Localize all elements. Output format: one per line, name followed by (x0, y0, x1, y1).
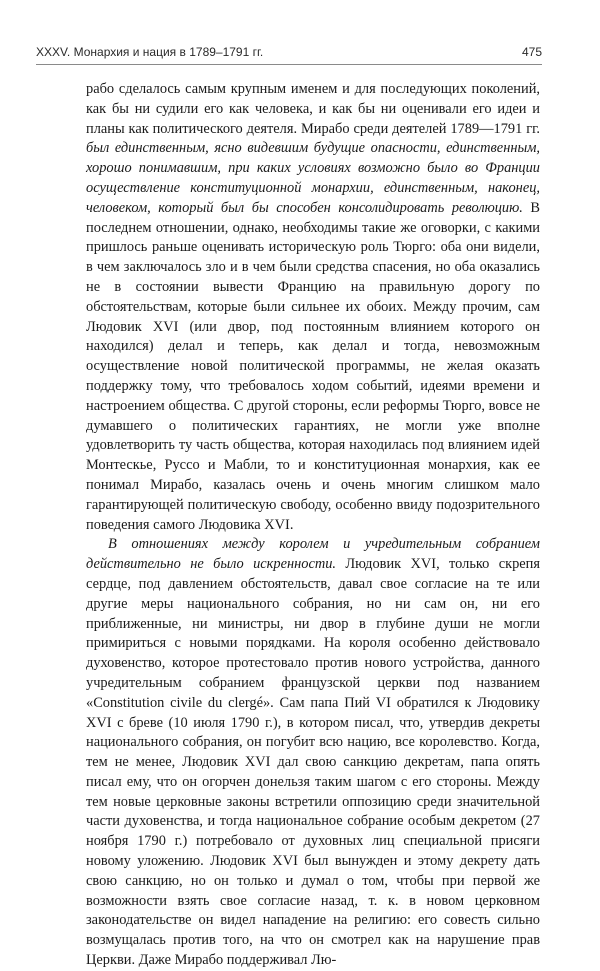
paragraph-text: В последнем отношении, однако, необходимы такие же оговорки, с какими пришлось раньше оценивать историческую роль Тюрго: оба они видели, в чем заключалось зло и в чем были средства спасения, но оба оказались не в состоянии вывести Францию на правильную дорогу по обстоятельствам, которые были сильнее их обоих. Между прочим, сам Людовик XVI (или двор, под постоянным влиянием которого он находился) делал и теперь, как делал и тогда, невозможным осуществление новой политической программы, не желая оказать поддержку тому, что требовалось ходом событий, идеями времени и настроением общества. С другой стороны, если реформы Тюрго, вовсе не думавшего о политических гарантиях, не могли уже вполне удовлетворить ту часть общества, которая находилась под влиянием идей Монтескье, Руссо и Мабли, то и конституционная монархия, как ее понимал Мирабо, казалась очень и очень многим слишком мало гарантирующей политическую свободу, особенно ввиду подозрительного поведения самого Людовика XVI. (86, 199, 540, 533)
running-header (36, 40, 542, 65)
running-title: XXXV. Монархия и нация в 1789–1791 гг. (36, 45, 264, 59)
paragraph-text: Людовик XVI, только скрепя сердце, под давлением обстоятельств, давал свое согласие на те или другие меры национального собрания, но ни сам он, ни его приближенные, ни министры, ни двор в глубине души не могли примириться с новыми порядками. На короля особенно действовало духовенство, которое протестовало против нового устройства, данного учредительным собранием французской церкви под названием «Constitution civile du clergé». Сам папа Пий VI обратился к Людовику XVI с бреве (10 июля 1790 г.), в котором писал, что, утвердив декреты национального собрания, он погубит всю нацию, все королевство. Когда, тем не менее, Людовик XVI дал свою санкцию декретам, папа опять писал ему, что он огорчен донельзя таким шагом с его стороны. Между тем новые церковные законы встретили оппозицию среди значительной части духовенства, и тогда национальное собрание особым декретом (27 ноября 1790 г.) потребовало от духовных лиц специальной присяги новому уложению. Людовик XVI был вынужден и этому декрету дать свою санкцию, но он только и думал о том, чтобы при первой же возможности взять свое согласие назад, т. к. в новом церковном законодательстве он видел нападение на религию: его совесть сильно возмущалась против того, на что он смотрел как на нарушение прав Церкви. Даже Мирабо поддерживал Лю- (86, 556, 540, 969)
paragraph-text: рабо сделалось самым крупным именем и для последующих поколений, как бы ни судили его как человека, и как бы ни оценивали его идеи и планы как политического деятеля. Мирабо среди деятелей 1789—1791 гг. (86, 81, 540, 137)
paragraph-mirabeau-assessment (86, 80, 540, 535)
italic-emphasis: был единственным, ясно видевшим будущие опасности, единственным, хорошо понимавшим, при каких условиях возможно было во Франции осуществление конституционной монархии, единственным, наконец, человеком, который был бы способен консолидировать революцию. (86, 140, 540, 216)
page-number: 475 (521, 45, 542, 59)
paragraph-king-and-assembly (86, 535, 540, 971)
body-text (86, 80, 540, 971)
italic-emphasis: В отношениях между королем и учредительным собранием действительно не было искренности. (86, 536, 540, 573)
